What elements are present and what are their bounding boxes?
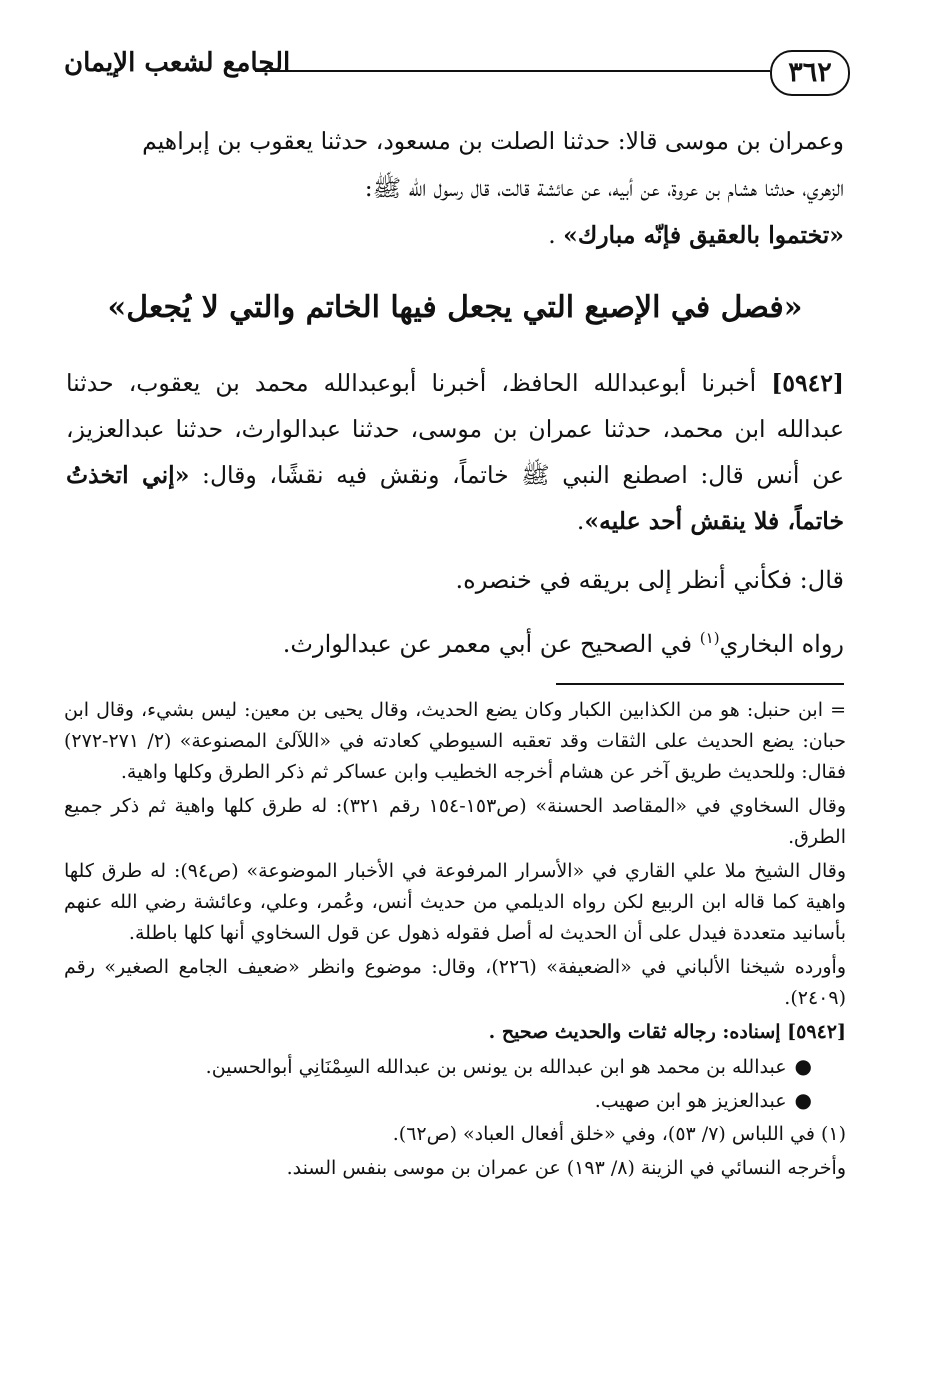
bullet-1-text: عبدالله بن محمد هو ابن عبدالله بن يونس بن عبدالله السِمْنَانِي أبوالحسين. [205, 1056, 787, 1078]
footnote-separator [556, 683, 844, 685]
page-number: ٣٦٢ [770, 50, 850, 96]
intro-line-1: وعمران بن موسى قالا: حدثنا الصلت بن مسعود، حدثنا يعقوب بن إبراهيم [142, 127, 844, 155]
qal-line: قال: فكأني أنظر إلى بريقه في خنصره. [455, 566, 844, 594]
chapter-title: «فصل في الإصبع التي يجعل فيها الخاتم والتي لا يُجعل» [107, 290, 803, 325]
bullet-icon: ● [794, 1054, 812, 1078]
book-title: الجامع لشعب الإيمان [64, 48, 291, 78]
prophet-quote: «تختموا بالعقيق فإنّه مبارك» [563, 221, 844, 249]
footnote-para-2: وقال السخاوي في «المقاصد الحسنة» (ص١٥٣-١٥٤ رقم ٣٢١): له طرق كلها واهية ثم ذكر جميع الطرق. [64, 795, 847, 848]
hadith-number: [٥٩٤٢] [771, 369, 844, 397]
footnote-bullet-2 [64, 1085, 812, 1117]
rawah-before: رواه البخاري [719, 630, 844, 658]
footnote-ref: (١) [699, 629, 720, 647]
intro-paragraph [66, 118, 844, 259]
bullet-icon: ● [794, 1088, 812, 1112]
hadith-chain: أخبرنا أبوعبدالله الحافظ، أخبرنا أبوعبدالله محمد بن يعقوب، حدثنا عبدالله ابن محمد، حدثنا عمران بن موسى، حدثنا عبدالوارث، حدثنا عبدالعزيز، عن أنس قال: اصطنع النبي ﷺ خاتماً، ونقش فيه نقشًا، وقال: [66, 369, 844, 489]
rawah-line [84, 618, 844, 664]
rawah-after: في الصحيح عن أبي معمر عن عبدالوارث. [282, 630, 700, 658]
footnote-para-4: وأورده شيخنا الألباني في «الضعيفة» (٢٢٦)، وقال: موضوع وانظر «ضعيف الجامع الصغير» رقم (٢٤٠٩). [64, 956, 846, 1009]
intro-end: . [548, 221, 564, 249]
isnad-note: [٥٩٤٢] إسناده: رجاله ثقات والحديث صحيح . [488, 1021, 846, 1043]
footnote-para-7: وأخرجه النسائي في الزينة (٨/ ١٩٣) عن عمران بن موسى بنفس السند. [286, 1157, 846, 1179]
footnote-bullet-1 [64, 1051, 812, 1083]
bullet-2-text: عبدالعزيز هو ابن صهيب. [594, 1090, 787, 1112]
footnote-para-3: وقال الشيخ ملا علي القاري في «الأسرار المرفوعة في الأخبار الموضوعة» (ص٩٤): له طرق كلها واهية كما قاله ابن الربيع لكن رواه الديلمي من حديث أنس، وعُمر، وعلي، وعائشة رضي الله عنهم بأسانيد متعددة فيدل على أن الحديث له أصل فقوله ذهول عن قول السخاوي أنها كلها باطلة. [64, 860, 847, 944]
header-rule [255, 70, 770, 72]
hadith-paragraph [66, 360, 844, 544]
footnote-1: (١) في اللباس (٧/ ٥٣)، وفي «خلق أفعال العباد» (ص٦٢). [392, 1123, 846, 1145]
hadith-quote: «إني اتخذتُ خاتماً، فلا ينقش أحد عليه» [66, 461, 844, 535]
hadith-end: . [576, 507, 585, 535]
footnotes [64, 695, 846, 1187]
footnote-para-1: = ابن حنبل: هو من الكذابين الكبار وكان يضع الحديث، وقال يحيى بن معين: ليس بشيء، وقال ابن حبان: يضع الحديث على الثقات وقد تعقبه السيوطي كعادته في «اللآلئ المصنوعة» (٢/ ٢٧١-٢٧٢) فقال: وللحديث طريق آخر عن هشام أخرجه الخطيب وابن عساكر ثم ذكر الطرق وكلها واهية. [64, 699, 846, 783]
intro-line-3 [66, 212, 844, 259]
page-header [60, 42, 850, 104]
intro-line-2: الزهري، حدثنا هشام بن عروة، عن أبيه، عن عائشة قالت، قال رسول الله ﷺ: [364, 174, 844, 202]
